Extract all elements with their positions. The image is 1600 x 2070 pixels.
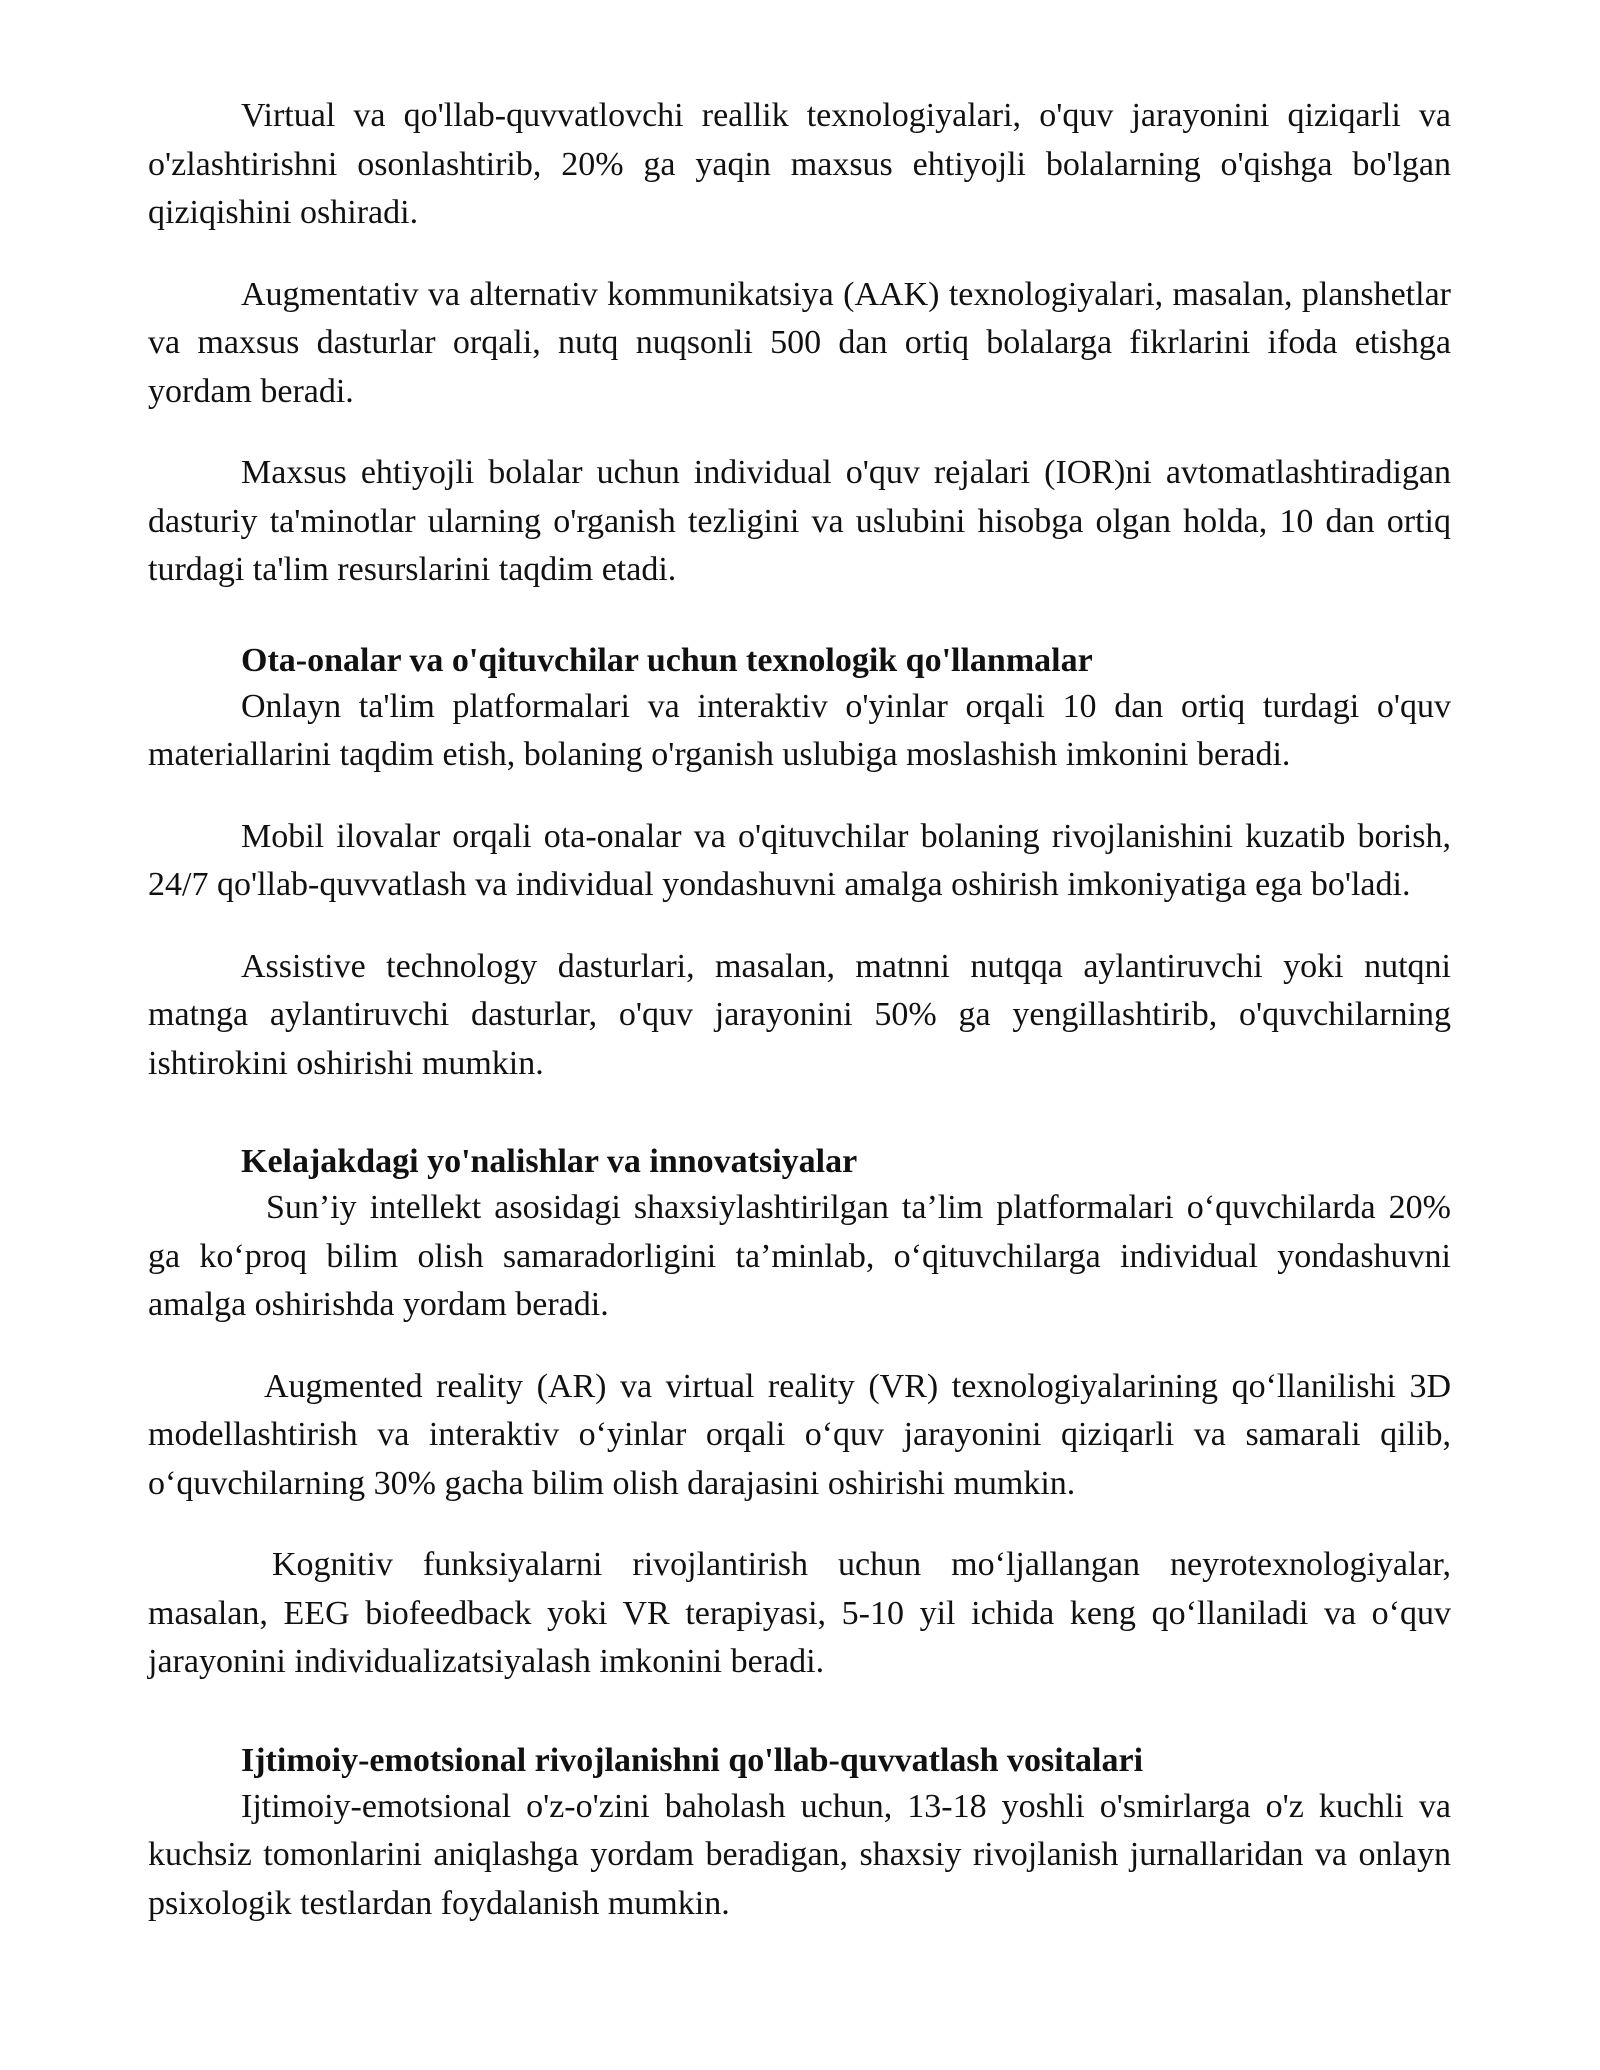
- paragraph-assistive-technology: Assistive technology dasturlari, masalan, matnni nutqqa aylantiruvchi yoki nutqni matnga aylantiruvchi dasturlar, o'quv jarayonini 50% ga yengillashtirib, o'quvchilarning ishtirokini oshirishi mumkin.: [148, 947, 1451, 1082]
- section-heading-social-emotional: Ijtimoiy-emotsional rivojlanishni qo'llab-quvvatlash vositalari: [241, 1741, 1144, 1779]
- section-heading-future-directions: Kelajakdagi yo'nalishlar va innovatsiyalar: [241, 1143, 858, 1180]
- section-heading-parents-teachers: Ota-onalar va o'qituvchilar uchun texnologik qo'llanmalar: [241, 641, 1093, 679]
- document-page: [148, 92, 1451, 1961]
- paragraph-online-platforms: Onlayn ta'lim platformalari va interaktiv o'yinlar orqali 10 dan ortiq turdagi o'quv materiallarini taqdim etish, bolaning o'rganish uslubiga moslashish imkonini beradi.: [148, 687, 1451, 773]
- paragraph-mobile-apps: Mobil ilovalar orqali ota-onalar va o'qituvchilar bolaning rivojlanishini kuzatib borish, 24/7 qo'llab-quvvatlash va individual yondashuvni amalga oshirish imkoniyatiga ega bo'ladi.: [148, 817, 1451, 903]
- paragraph-aak-technologies: Augmentativ va alternativ kommunikatsiya (AAK) texnologiyalari, masalan, planshetlar va maxsus dasturlar orqali, nutq nuqsonli 500 dan ortiq bolalarga fikrlarini ifoda etishga yordam beradi.: [148, 275, 1451, 410]
- paragraph-ai-platforms: Sun’iy intellekt asosidagi shaxsiylashtirilgan ta’lim platformalari o‘quvchilarda 20% ga ko‘proq bilim olish samaradorligini ta’minlab, o‘qituvchilarga individual yondashuvni amalga oshirishda yordam beradi.: [148, 1189, 1451, 1323]
- paragraph-ior-software: Maxsus ehtiyojli bolalar uchun individual o'quv rejalari (IOR)ni avtomatlashtiradigan dasturiy ta'minotlar ularning o'rganish tezligini va uslubini hisobga olgan holda, 10 dan ortiq turdagi ta'lim resurslarini taqdim etadi.: [148, 454, 1451, 588]
- paragraph-virtual-reality: Virtual va qo'llab-quvvatlovchi reallik texnologiyalari, o'quv jarayonini qiziqarli va o'zlashtirishni osonlashtirib, 20% ga yaqin maxsus ehtiyojli bolalarning o'qishga bo'lgan qiziqishini oshiradi.: [148, 97, 1451, 231]
- paragraph-self-assessment: Ijtimoiy-emotsional o'z-o'zini baholash uchun, 13-18 yoshli o'smirlarga o'z kuchli va kuchsiz tomonlarini aniqlashga yordam beradigan, shaxsiy rivojlanish jurnallaridan va onlayn psixologik testlardan foydalanish mumkin.: [148, 1787, 1451, 1922]
- paragraph-neurotechnology: Kognitiv funksiyalarni rivojlantirish uchun mo‘ljallangan neyrotexnologiyalar, masalan, EEG biofeedback yoki VR terapiyasi, 5-10 yil ichida keng qo‘llaniladi va o‘quv jarayonini individualizatsiyalash imkonini beradi.: [148, 1546, 1451, 1680]
- paragraph-ar-vr: Augmented reality (AR) va virtual reality (VR) texnologiyalarining qo‘llanilishi 3D modellashtirish va interaktiv o‘yinlar orqali o‘quv jarayonini qiziqarli va samarali qilib, o‘quvchilarning 30% gacha bilim olish darajasini oshirishi mumkin.: [148, 1367, 1451, 1502]
